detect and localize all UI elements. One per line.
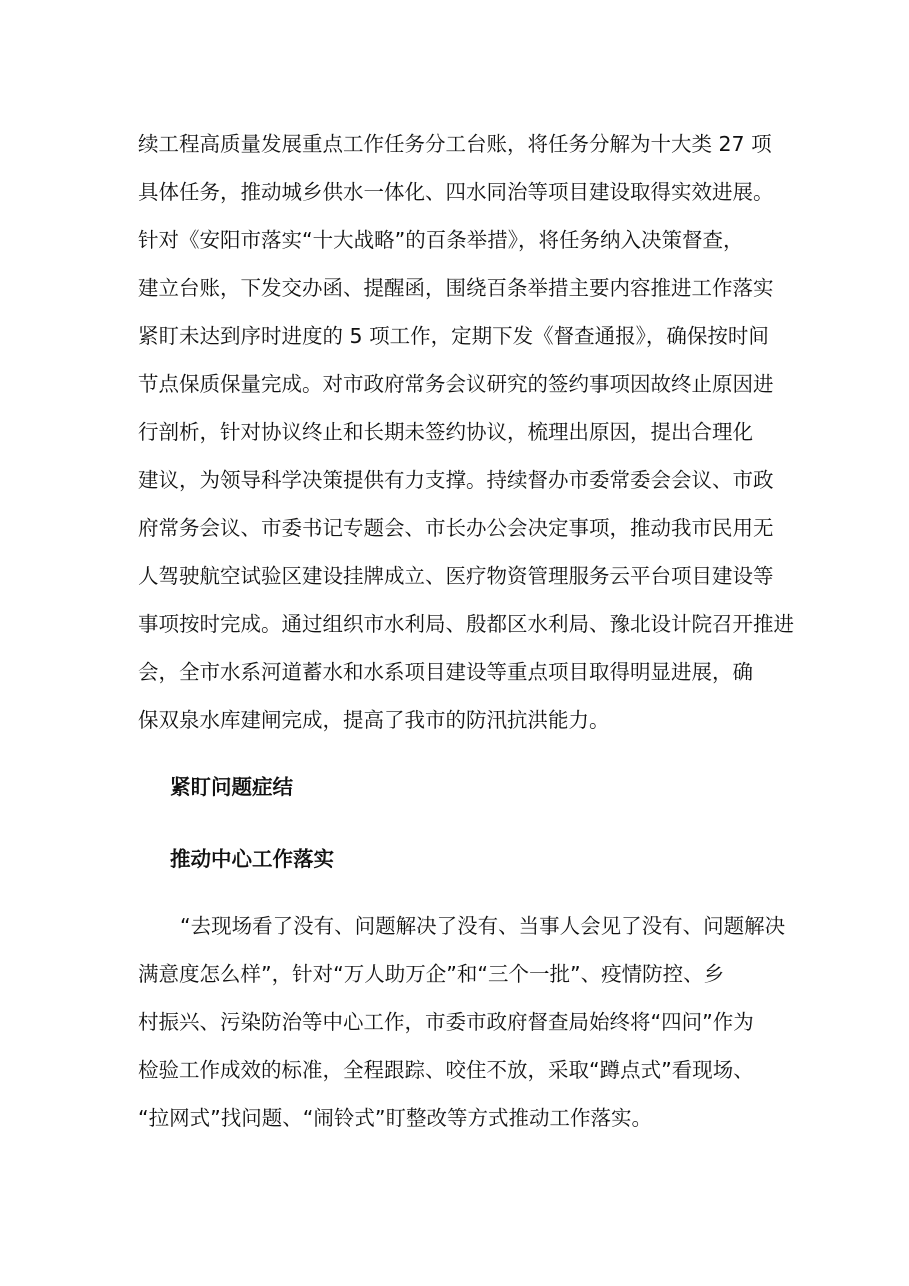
paragraph-line: 事项按时完成。通过组织市水利局、殷都区水利局、豫北设计院召开推进 — [138, 612, 794, 636]
paragraph-line: 续工程高质量发展重点工作任务分工台账，将任务分解为十大类 27 项 — [138, 132, 772, 156]
paragraph-line: “拉网式”找问题、“闹铃式”盯整改等方式推动工作落实。 — [138, 1106, 652, 1130]
body-paragraph-2 — [138, 902, 786, 1142]
paragraph-line: 满意度怎么样”，针对“万人助万企”和“三个一批”、疫情防控、乡 — [138, 962, 725, 986]
paragraph-line: 检验工作成效的标准，全程跟踪、咬住不放，采取“蹲点式”看现场、 — [138, 1058, 754, 1082]
paragraph-line: 村振兴、污染防治等中心工作，市委市政府督查局始终将“四问”作为 — [138, 1010, 754, 1034]
paragraph-line: 府常务会议、市委书记专题会、市长办公会决定事项，推动我市民用无 — [138, 516, 774, 540]
paragraph-line: 人驾驶航空试验区建设挂牌成立、医疗物资管理服务云平台项目建设等 — [138, 564, 774, 588]
paragraph-line: 保双泉水库建闸完成，提高了我市的防汛抗洪能力。 — [138, 708, 610, 732]
body-paragraph-1 — [138, 120, 794, 744]
paragraph-line: 具体任务，推动城乡供水一体化、四水同治等项目建设取得实效进展。 — [138, 180, 774, 204]
paragraph-line: 建立台账，下发交办函、提醒函，围绕百条举措主要内容推进工作落实 — [138, 276, 774, 300]
paragraph-line: 节点保质保量完成。对市政府常务会议研究的签约事项因故终止原因进 — [138, 372, 774, 396]
paragraph-line: 针对《安阳市落实“十大战略”的百条举措》，将任务纳入决策督查， — [138, 228, 744, 252]
paragraph-line: 行剖析，针对协议终止和长期未签约协议，梳理出原因，提出合理化 — [138, 420, 753, 444]
paragraph-line: 紧盯未达到序时进度的 5 项工作，定期下发《督查通报》，确保按时间 — [138, 324, 769, 348]
section-heading-central-work: 推动中心工作落实 — [170, 847, 334, 871]
section-heading-problem-focus: 紧盯问题症结 — [170, 775, 293, 799]
paragraph-line: 会，全市水系河道蓄水和水系项目建设等重点项目取得明显进展，确 — [138, 660, 753, 684]
paragraph-line: 建议，为领导科学决策提供有力支撑。持续督办市委常委会会议、市政 — [138, 468, 774, 492]
paragraph-line: “去现场看了没有、问题解决了没有、当事人会见了没有、问题解决 — [180, 914, 786, 938]
